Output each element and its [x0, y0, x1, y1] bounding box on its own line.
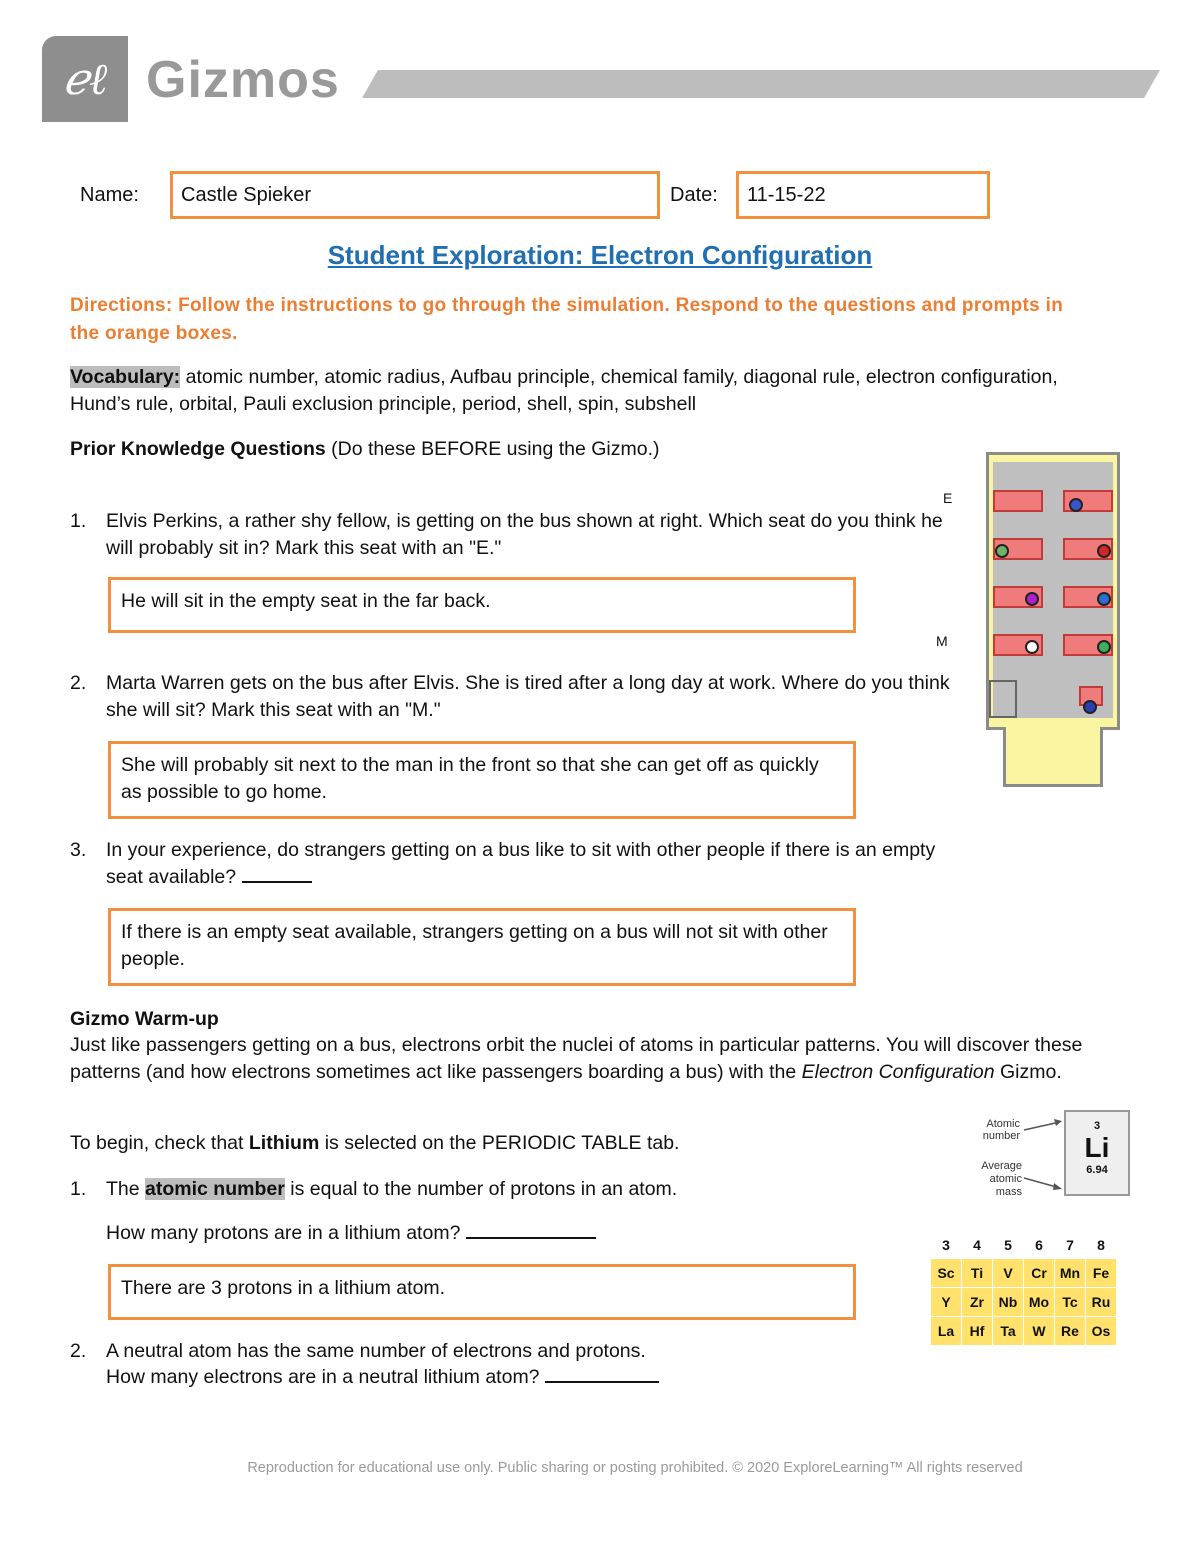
q2-text: How many electrons are in a neutral lithium atom? [106, 1366, 540, 1388]
element-cell: Fe [1086, 1259, 1117, 1288]
bus-mark-e: E [943, 490, 953, 506]
periodic-table-excerpt [930, 1232, 1117, 1346]
bus-front [1003, 727, 1103, 787]
lithium-label: Lithium [248, 1132, 320, 1154]
mass-caption-1: Average [981, 1160, 1022, 1172]
footer-copyright: Reproduction for educational use only. Public sharing or posting prohibited. © 2020 ExploreLearning™ All rights reserved [247, 1460, 1023, 1476]
warmup-heading: Gizmo Warm-up [70, 1008, 219, 1030]
element-cell: Cr [1024, 1259, 1055, 1288]
card-atomic-number: 3 [1093, 1120, 1101, 1132]
bus-door [989, 680, 1017, 718]
warmup-q1-sub [106, 1220, 596, 1247]
begin-text-end: is selected on the PERIODIC TABLE tab. [319, 1132, 680, 1154]
q1-post: is equal to the number of protons in an atom. [284, 1178, 678, 1200]
element-cell: Ta [993, 1317, 1024, 1346]
element-cell: Tc [1055, 1288, 1086, 1317]
answer-box[interactable]: There are 3 protons in a lithium atom. [108, 1264, 856, 1320]
answer-blank[interactable] [466, 1237, 596, 1239]
q1-pre: The [106, 1178, 146, 1200]
date-field[interactable]: 11-15-22 [736, 171, 990, 219]
arrow-head [1054, 1119, 1062, 1126]
element-cell: W [1024, 1317, 1055, 1346]
page-title: Student Exploration: Electron Configuration [327, 240, 873, 270]
header-bar [362, 70, 1160, 98]
question-text: In your experience, do strangers getting on a bus like to sit with other people if there is an empty seat available? [106, 839, 936, 888]
passenger-icon [1069, 498, 1083, 512]
mass-caption [958, 1160, 1022, 1199]
atomic-number-term: atomic number [145, 1178, 285, 1200]
arrow-head [1053, 1183, 1062, 1190]
answer-box[interactable]: If there is an empty seat available, strangers getting on a bus will not sit with other people. [108, 908, 856, 986]
element-cell: Hf [962, 1317, 993, 1346]
element-cell: Nb [993, 1288, 1024, 1317]
lithium-element-card [1064, 1110, 1130, 1196]
passenger-icon [1097, 544, 1111, 558]
question-text-wrap [106, 837, 956, 891]
caption-arrows [1022, 1116, 1066, 1196]
group-header: 8 [1097, 1237, 1105, 1253]
mass-caption-2: atomic [989, 1173, 1022, 1185]
vocabulary-label: Vocabulary: [70, 366, 181, 388]
question-number: 1. [70, 510, 87, 532]
passenger-icon [1097, 640, 1111, 654]
mass-caption-3: mass [995, 1186, 1022, 1198]
begin-text: To begin, check that [70, 1132, 249, 1154]
question-text: Marta Warren gets on the bus after Elvis. She is tired after a long day at work. Where do you think she will sit? Mark this seat with an "M." [106, 672, 950, 721]
passenger-icon [1025, 592, 1039, 606]
prior-knowledge-note: (Do these BEFORE using the Gizmo.) [325, 438, 660, 460]
gizmo-name: Electron Configuration [801, 1061, 995, 1083]
element-cell: Os [1086, 1317, 1117, 1346]
date-label: Date: [670, 184, 718, 206]
passenger-icon [1097, 592, 1111, 606]
element-cell: Mo [1024, 1288, 1055, 1317]
question-number: 1. [70, 1178, 87, 1200]
element-cell: La [931, 1317, 962, 1346]
warmup-q1 [106, 1176, 677, 1203]
element-cell: V [993, 1259, 1024, 1288]
name-field[interactable]: Castle Spieker [170, 171, 660, 219]
passenger-icon [995, 544, 1009, 558]
element-cell: Y [931, 1288, 962, 1317]
bus-mark-m: M [936, 633, 948, 649]
atomic-number-caption: Atomic number [982, 1118, 1020, 1142]
element-cell: Mn [1055, 1259, 1086, 1288]
q1-sub-text: How many protons are in a lithium atom? [106, 1222, 461, 1244]
prior-knowledge-heading: Prior Knowledge Questions [70, 438, 326, 460]
warmup-intro [70, 1032, 1120, 1086]
question-number: 2. [70, 1340, 87, 1362]
group-header: 5 [1004, 1237, 1012, 1253]
explorelearning-logo-icon: ℯℓ [62, 54, 108, 105]
element-cell: Re [1055, 1317, 1086, 1346]
warmup-q2-line2 [106, 1364, 659, 1391]
bus-seat [993, 490, 1043, 512]
name-label: Name: [80, 184, 139, 206]
driver-icon [1083, 700, 1097, 714]
directions-text: Directions: Follow the instructions to go through the simulation. Respond to the questions and prompts in the orange boxes. [70, 295, 1064, 344]
card-mass: 6.94 [1086, 1164, 1108, 1176]
element-cell: Zr [962, 1288, 993, 1317]
warmup-begin [70, 1130, 679, 1157]
bus-floor [993, 462, 1113, 718]
prior-knowledge-heading-line [70, 436, 660, 463]
group-header: 3 [942, 1237, 950, 1253]
group-header: 6 [1035, 1237, 1043, 1253]
brand-name: Gizmos [146, 51, 340, 109]
warmup-q2-line1: A neutral atom has the same number of electrons and protons. [106, 1340, 646, 1362]
card-symbol: Li [1084, 1132, 1110, 1163]
question-number: 2. [70, 672, 87, 694]
passenger-icon [1025, 640, 1039, 654]
element-cell: Ru [1086, 1288, 1117, 1317]
answer-blank[interactable] [242, 881, 312, 883]
group-header: 4 [973, 1237, 981, 1253]
warmup-intro-end: Gizmo. [994, 1061, 1062, 1083]
answer-box[interactable]: He will sit in the empty seat in the far back. [108, 577, 856, 633]
arrow-line [1024, 1122, 1060, 1130]
element-cell: Sc [931, 1259, 962, 1288]
group-header: 7 [1066, 1237, 1074, 1253]
vocabulary-list: atomic number, atomic radius, Aufbau principle, chemical family, diagonal rule, electron configuration, Hund’s rule, orbital, Pauli exclusion principle, period, shell, spin, subshell [70, 366, 1058, 415]
vocabulary-paragraph [70, 364, 1060, 418]
answer-blank[interactable] [545, 1381, 659, 1383]
element-cell: Ti [962, 1259, 993, 1288]
warmup-intro-text: Just like passengers getting on a bus, electrons orbit the nuclei of atoms in particular patterns. You will discover these patterns (and how electrons sometimes act like passengers boarding a bus) with the [70, 1034, 1083, 1083]
question-text: Elvis Perkins, a rather shy fellow, is getting on the bus shown at right. Which seat do you think he will probably sit in? Mark this seat with an "E." [106, 510, 943, 559]
answer-box[interactable]: She will probably sit next to the man in the front so that she can get off as quickly as possible to go home. [108, 741, 856, 819]
question-number: 3. [70, 839, 87, 861]
